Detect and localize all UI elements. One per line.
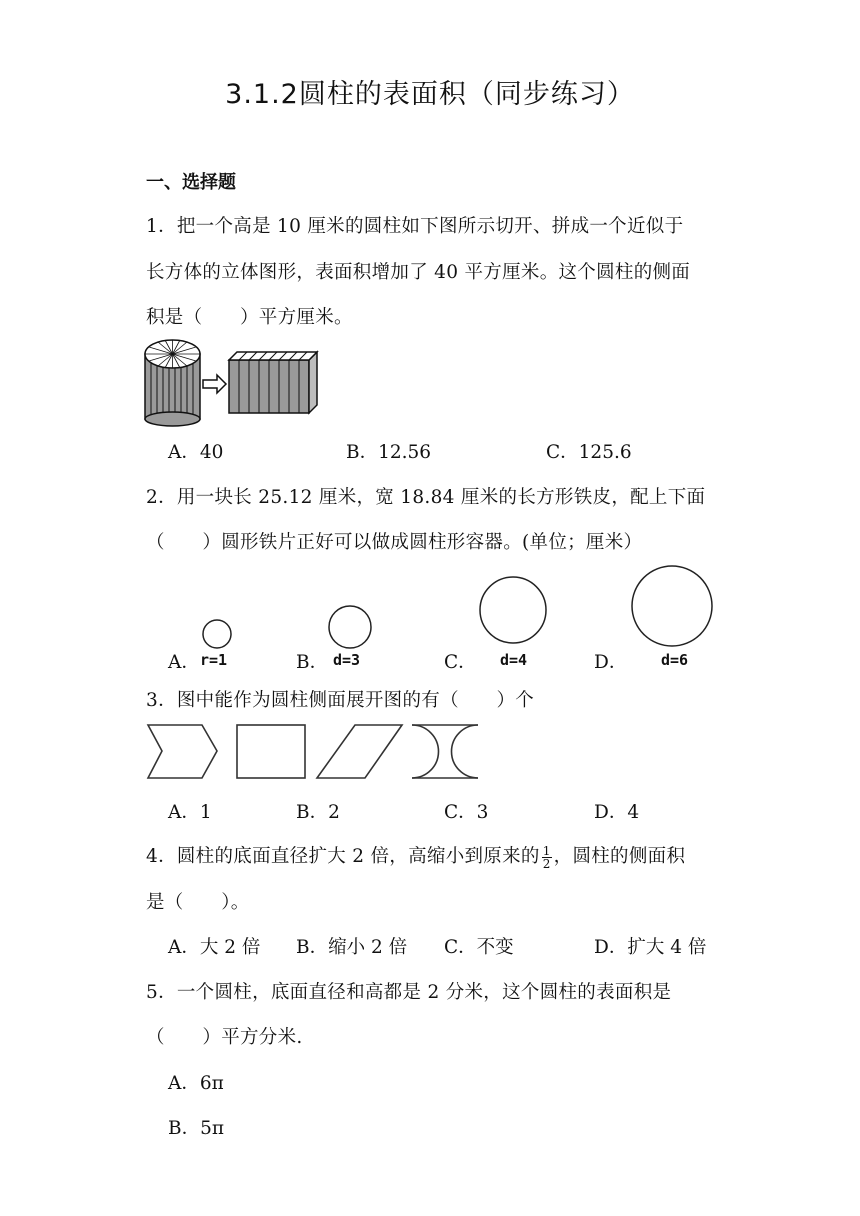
q4-option-a: A．大 2 倍 — [168, 937, 261, 958]
q3-text-line1: 3．图中能作为圆柱侧面展开图的有（ ）个 — [146, 690, 535, 711]
circle-d6 — [632, 566, 712, 646]
q2-option-d: D． — [594, 652, 628, 673]
q2-text-line2: （ ）圆形铁片正好可以做成圆柱形容器。(单位；厘米） — [146, 532, 643, 553]
q4-option-c: C．不变 — [444, 937, 514, 958]
q4-text-line1 — [146, 842, 685, 870]
q3-option-b: B．2 — [296, 802, 340, 823]
q1-option-c: C．125.6 — [546, 442, 632, 463]
q4-option-b: B．缩小 2 倍 — [296, 937, 408, 958]
q2-text-line1: 2．用一块长 25.12 厘米，宽 18.84 厘米的长方形铁皮，配上下面 — [146, 487, 706, 508]
q2-label-b: d=3 — [333, 651, 361, 669]
q1-option-a: A．40 — [168, 442, 224, 463]
q5-option-b: B．5π — [168, 1118, 225, 1139]
q2-label-c: d=4 — [500, 651, 528, 669]
circle-r1 — [203, 620, 231, 648]
circle-d4 — [480, 577, 546, 643]
concave-shape — [412, 725, 478, 778]
cylinder-cut-figure — [143, 336, 323, 426]
q5-option-a: A．6π — [168, 1073, 224, 1094]
page-title: 3.1.2圆柱的表面积（同步练习） — [225, 79, 635, 110]
q1-option-b: B．12.56 — [346, 442, 432, 463]
q4-text-part2: ，圆柱的侧面积 — [553, 846, 686, 867]
q3-option-a: A．1 — [168, 802, 212, 823]
circle-d3 — [329, 606, 371, 648]
q5-text-line1: 5．一个圆柱，底面直径和高都是 2 分米，这个圆柱的表面积是 — [146, 982, 672, 1003]
q2-option-c: C． — [444, 652, 477, 673]
chevron-shape — [148, 725, 217, 778]
q2-option-b: B． — [296, 652, 329, 673]
q3-option-c: C．3 — [444, 802, 489, 823]
q1-text-line2: 长方体的立体图形，表面积增加了 40 平方厘米。这个圆柱的侧面 — [146, 262, 691, 283]
fraction-one-half: $\frac{1}{2}$ — [542, 843, 551, 871]
q5-text-line2: （ ）平方分米. — [146, 1027, 303, 1048]
section-heading: 一、选择题 — [146, 172, 236, 193]
rectangle-shape — [237, 725, 305, 778]
q2-option-a: A． — [168, 652, 200, 673]
q4-option-d: D．扩大 4 倍 — [594, 937, 707, 958]
q1-text-line1: 1．把一个高是 10 厘米的圆柱如下图所示切开、拼成一个近似于 — [146, 216, 684, 237]
unfold-shapes-figure — [140, 718, 490, 788]
q2-label-d: d=6 — [661, 651, 689, 669]
q3-option-d: D．4 — [594, 802, 640, 823]
q4-text-line2: 是（ ）。 — [146, 892, 250, 913]
q2-label-a: r=1 — [200, 651, 228, 669]
q1-text-line3: 积是（ ）平方厘米。 — [146, 307, 353, 328]
q4-text-part1: 4．圆柱的底面直径扩大 2 倍，高缩小到原来的 — [146, 846, 540, 867]
parallelogram-shape — [317, 725, 402, 778]
